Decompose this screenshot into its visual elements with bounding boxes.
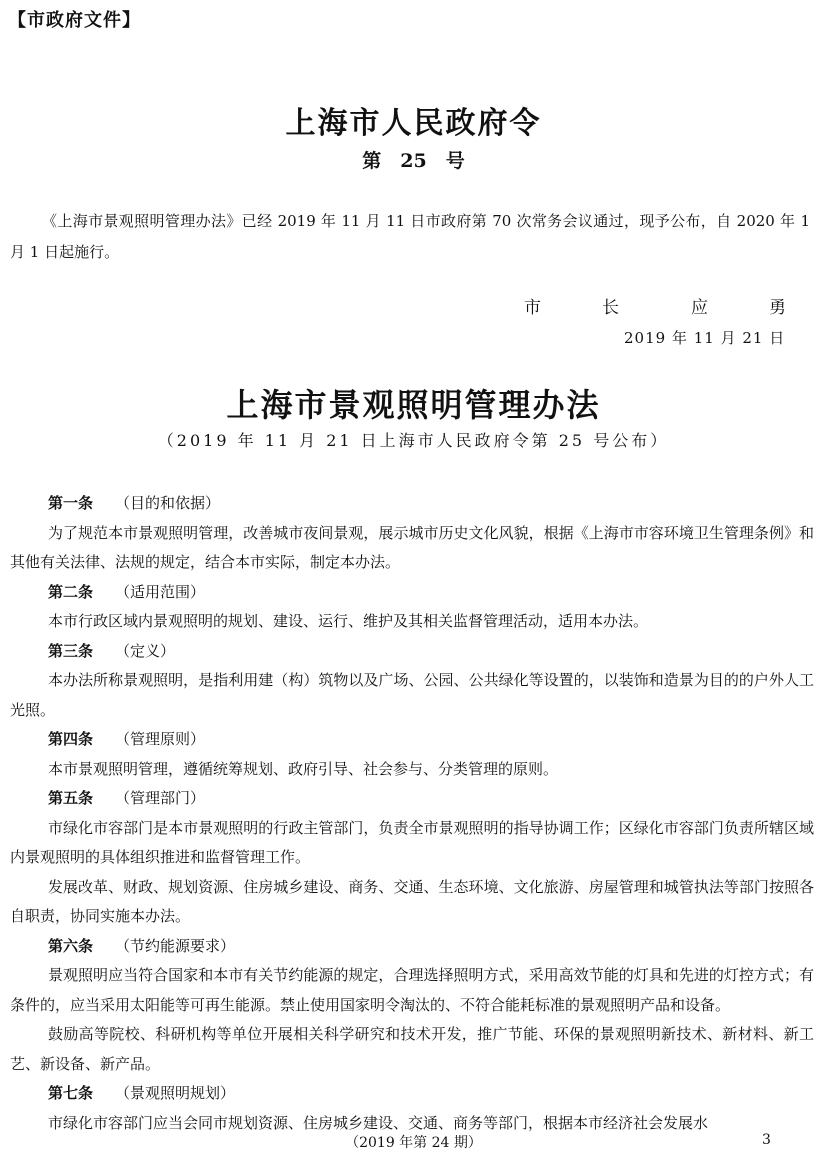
- law-title: 上海市景观照明管理办法: [226, 386, 601, 424]
- signer: [524, 293, 808, 318]
- article-number: 第七条: [48, 1084, 94, 1102]
- article-heading: [10, 637, 814, 667]
- article-paragraph: 发展改革、财政、规划资源、住房城乡建设、商务、交通、生态环境、文化旅游、房屋管理和城管执法等部门按照各自职责，协同实施本办法。: [10, 877, 814, 925]
- article-topic: （景观照明规划）: [115, 1084, 236, 1102]
- order-title: 上海市人民政府令: [285, 106, 542, 141]
- signer-name: 应 勇: [691, 298, 808, 318]
- article-heading: [10, 489, 814, 519]
- article-topic: （管理部门）: [115, 789, 206, 807]
- article-topic: （目的和依据）: [115, 494, 221, 512]
- article-paragraph: 本市景观照明管理，遵循统筹规划、政府引导、社会参与、分类管理的原则。: [48, 759, 559, 778]
- article-number: 第二条: [48, 582, 94, 601]
- article-number: 第四条: [48, 730, 94, 748]
- signer-title: 市 长: [524, 298, 641, 318]
- article-topic: （适用范围）: [115, 582, 206, 601]
- law-subtitle: （2019 年 11 月 21 日上海市人民政府令第 25 号公布）: [157, 431, 670, 450]
- article-number: 第一条: [48, 494, 94, 512]
- order-number: 第 25 号: [362, 150, 465, 172]
- article-number: 第六条: [48, 936, 94, 955]
- issue-footer: （2019 年第 24 期）: [345, 1135, 482, 1151]
- article-paragraph: 市绿化市容部门应当会同市规划资源、住房城乡建设、交通、商务等部门，根据本市经济社会发展水: [48, 1113, 709, 1132]
- sign-date: 2019 年 11 月 21 日: [624, 329, 786, 347]
- article-paragraph: 景观照明应当符合国家和本市有关节约能源的规定，合理选择照明方式，采用高效节能的灯具和先进的灯控方式；有条件的，应当采用太阳能等可再生能源。禁止使用国家明令淘汰的、不符合能耗标准的景观照明产品和设备。: [10, 966, 814, 1014]
- article-paragraph: 为了规范本市景观照明管理，改善城市夜间景观，展示城市历史文化风貌，根据《上海市市容环境卫生管理条例》和其他有关法律、法规的规定，结合本市实际，制定本办法。: [10, 523, 814, 571]
- article-topic: （节约能源要求）: [115, 936, 236, 955]
- article-paragraph: 市绿化市容部门是本市景观照明的行政主管部门，负责全市景观照明的指导协调工作；区绿化市容部门负责所辖区域内景观照明的具体组织推进和监督管理工作。: [10, 818, 814, 866]
- article-paragraph: 本办法所称景观照明，是指利用建（构）筑物以及广场、公园、公共绿化等设置的，以装饰和造景为目的的户外人工光照。: [10, 671, 814, 719]
- article-heading: [10, 1079, 814, 1109]
- article-heading: [10, 578, 814, 608]
- article-number: 第五条: [48, 789, 94, 807]
- article-number: 第三条: [48, 641, 94, 660]
- section-tag: 【市政府文件】: [8, 10, 141, 31]
- order-preamble: 《上海市景观照明管理办法》已经 2019 年 11 月 11 日市政府第 70 次常务会议通过，现予公布，自 2020 年 1 月 1 日起施行。: [10, 212, 810, 261]
- article-topic: （管理原则）: [115, 730, 206, 748]
- article-paragraph: 鼓励高等院校、科研机构等单位开展相关科学研究和技术开发，推广节能、环保的景观照明新技术、新材料、新工艺、新设备、新产品。: [10, 1025, 814, 1073]
- articles-body: [10, 489, 814, 1138]
- article-heading: [10, 725, 814, 755]
- page-number: 3: [762, 1132, 771, 1148]
- article-topic: （定义）: [115, 641, 176, 660]
- article-heading: [10, 932, 814, 962]
- article-paragraph: 本市行政区域内景观照明的规划、建设、运行、维护及其相关监督管理活动，适用本办法。: [48, 612, 649, 630]
- article-heading: [10, 784, 814, 814]
